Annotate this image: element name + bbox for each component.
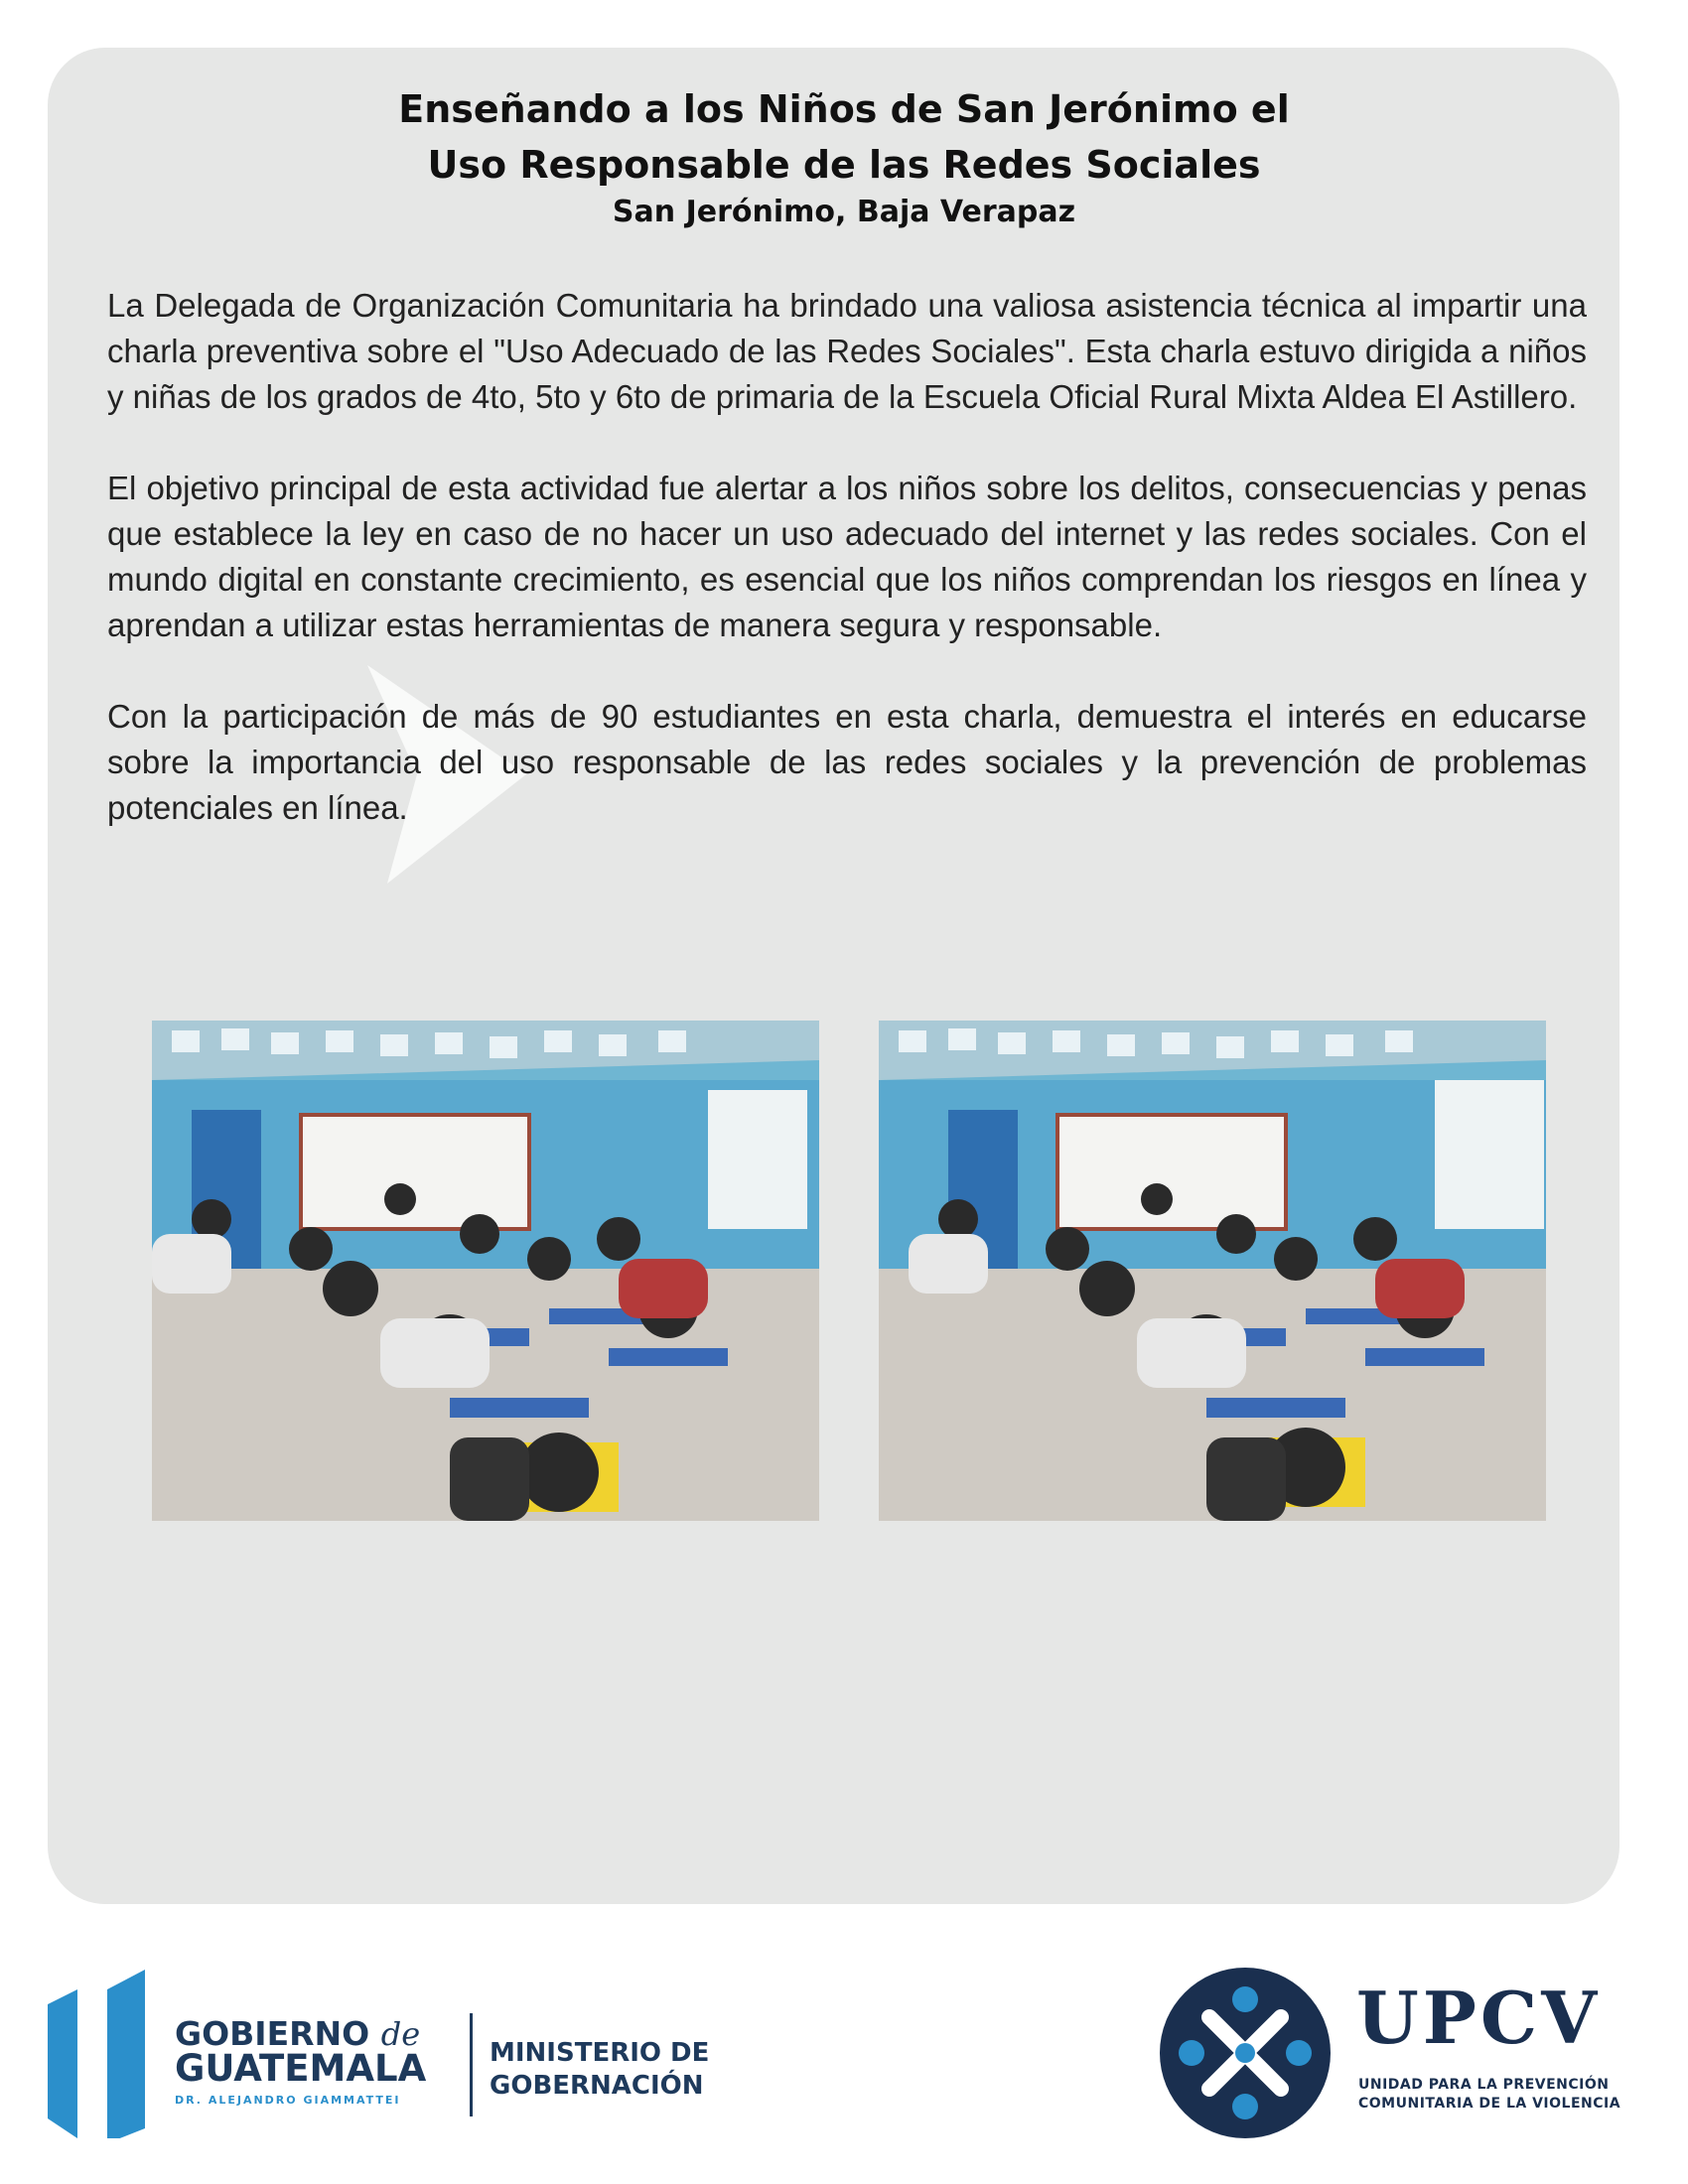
article-title <box>0 81 1688 193</box>
gobierno-word: GOBIERNO <box>175 2014 370 2053</box>
logo-divider <box>470 2013 473 2116</box>
ministerio-wordmark <box>490 2037 709 2103</box>
upcv-subtitle <box>1358 2076 1620 2114</box>
paragraph-2: El objetivo principal de esta actividad fue alertar a los niños sobre los delitos, consecuencias y penas que establece la ley en caso de no hacer un uso adecuado del internet y las redes sociales. Con el mundo digital en constante crecimiento, es esencial que los niños comprendan los riesgos en línea y aprendan a utilizar estas herramientas de manera segura y responsable. <box>107 470 1587 643</box>
guatemala-flag-bars-icon <box>48 1970 157 2138</box>
article-location: San Jerónimo, Baja Verapaz <box>612 195 1076 229</box>
upcv-logo-block <box>1158 1966 1644 2144</box>
classroom-photo-1 <box>152 1021 819 1521</box>
classroom-photo-2 <box>879 1021 1546 1521</box>
paragraph-1: La Delegada de Organización Comunitaria ha brindado una valiosa asistencia técnica al impartir una charla preventiva sobre el "Uso Adecuado de las Redes Sociales". Esta charla estuvo dirigida a niños y niñas de los grados de 4to, 5to y 6to de primaria de la Escuela Oficial Rural Mixta Aldea El Astillero. <box>107 287 1587 415</box>
gobierno-de-word: de <box>380 2015 421 2053</box>
upcv-emblem-icon <box>1158 1966 1333 2140</box>
gobierno-logo-block <box>48 1970 743 2138</box>
ministerio-line-1: MINISTERIO DE <box>490 2038 710 2068</box>
gobierno-wordmark <box>175 2014 426 2107</box>
title-line-2: Uso Responsable de las Redes Sociales <box>427 143 1261 187</box>
guatemala-word: GUATEMALA <box>175 2047 427 2090</box>
upcv-wordmark: UPCV <box>1356 1976 1602 2060</box>
paragraph-3: Con la participación de más de 90 estudiantes en esta charla, demuestra el interés en educarse sobre la importancia del uso responsable de las redes sociales y la prevención de problemas potenciales en línea. <box>107 698 1587 826</box>
upcv-sub-line-1: UNIDAD PARA LA PREVENCIÓN <box>1358 2077 1610 2093</box>
president-name: DR. ALEJANDRO GIAMMATTEI <box>175 2094 401 2107</box>
upcv-sub-line-2: COMUNITARIA DE LA VIOLENCIA <box>1358 2096 1621 2112</box>
ministerio-line-2: GOBERNACIÓN <box>490 2071 704 2101</box>
article-body <box>107 283 1587 877</box>
title-line-1: Enseñando a los Niños de San Jerónimo el <box>398 87 1290 131</box>
